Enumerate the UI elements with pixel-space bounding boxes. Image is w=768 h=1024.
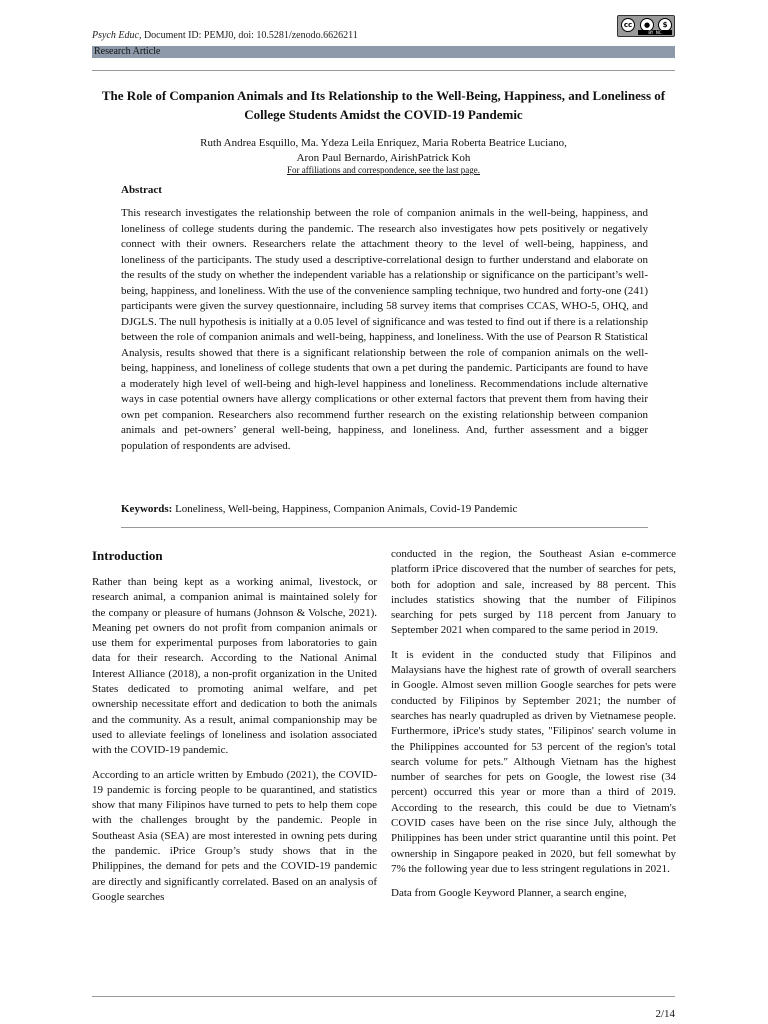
paragraph: conducted in the region, the Southeast Asian e-commerce platform iPrice discovered that the number of searches for pets, both for adoption and sale, increased by 88 percent. This includes statistics showing that the number of Filipinos searching for pets surged by 118 percent from January to September 2021 when compared to the same period in 2019. [391, 548, 676, 637]
authors-line-1: Ruth Andrea Esquillo, Ma. Ydeza Leila Enriquez, Maria Roberta Beatrice Luciano, [200, 137, 567, 149]
running-header [92, 30, 358, 41]
right-column [391, 547, 676, 911]
paper-title: The Role of Companion Animals and Its Relationship to the Well-Being, Happiness, and Loneliness of College Students Amidst the COVID-19 Pandemic [101, 88, 666, 122]
authors-line-2: Aron Paul Bernardo, AirishPatrick Koh [296, 152, 471, 164]
keywords [121, 502, 648, 517]
license-strip: BY NC [638, 30, 672, 35]
nc-dollar-icon: $ [658, 18, 672, 32]
keywords-list: Loneliness, Well-being, Happiness, Companion Animals, Covid-19 Pandemic [172, 503, 518, 515]
cc-by-nc-icon [617, 15, 675, 37]
paragraph: Rather than being kept as a working animal, livestock, or research animal, a companion animal is maintained solely for the company or pleasure of humans (Johnson & Volsche, 2021). Meaning pet owners do not profit from companion animals or use them for experimental purposes from laboratories to gain data for their research. According to the National Animal Interest Alliance (2018), a non-profit organization in the United States dedicated to promoting animal welfare, and pet ownership necessitate effort and dedication to both the animals and the community. As a result, animal companionship may be used to alleviate feelings of loneliness and isolation associated with the COVID-19 pandemic. [92, 576, 377, 757]
abstract-heading: Abstract [121, 184, 162, 196]
header-divider [92, 70, 675, 71]
paragraph: According to an article written by Embudo (2021), the COVID-19 pandemic is forcing people to be quarantined, and statistics show that many Filipinos have turned to pets to help them cope with the challenges brought by the pandemic. People in Southeast Asia (SEA) are most interested in owning pets during the pandemic. iPrice Group’s study shows that in the Philippines, the demand for pets and the COVID-19 pandemic are directly and significantly correlated. Based on an analysis of Google searches [92, 768, 377, 903]
document-info: , Document ID: PEMJ0, doi: 10.5281/zenodo.6626211 [138, 30, 358, 41]
journal-name: Psych Educ [92, 30, 139, 41]
by-person-icon: ● [640, 18, 654, 32]
abstract-divider [121, 527, 648, 528]
footer-divider [92, 996, 675, 997]
left-column [92, 575, 377, 914]
affiliation-note[interactable] [92, 165, 675, 176]
section-bar [92, 46, 675, 58]
page-number: 2/14 [655, 1008, 675, 1020]
author-list [92, 136, 675, 166]
abstract-text: This research investigates the relationship between the role of companion animals in the well-being, happiness, and loneliness of college students during the pandemic. The research also investigates how pets positively or negatively connect with their owners. Researchers relate the attachment theory to the level of well-being, happiness, and loneliness of the participants. The study used a descriptive-correlational design to further understand and elaborate on the results of the study on whether the independent variable has a relationship or significance on the participant’s well-being, happiness, and loneliness. With the use of the convenience sampling technique, two hundred and forty-one (241) participants were given the survey questionnaire, including 58 survey items that comprises CCAS, WHO-5, OHQ, and DJGLS. The null hypothesis is initially at a 0.05 level of significance and was tested to find out if there is a relationship between the role of companion animals and well-being, happiness, and loneliness. With the use of Pearson R Statistical Analysis, results showed that there is a significant relationship between the role of companion animals on the well-being, happiness, and loneliness of college students that own a pet during the pandemic. Participants are found to have a moderately high level of well-being and high-level happiness and loneliness. Recommendations include alternative ways in case potential owners have allergy complications or other external factors that prevent them from having their own pet companion. Researchers also recommend further research on the existing relationship between companion animals and pet-owners’ general well-being, happiness, and loneliness. And, further assessment and a bigger population of respondents are advised. [121, 207, 648, 452]
paragraph: Data from Google Keyword Planner, a search engine, [391, 887, 627, 900]
paragraph: It is evident in the conducted study that Filipinos and Malaysians have the highest rate of growth of overall searchers in Google. Almost seven million Google searches for pets were conducted by Filipinos by September 2021; the number of searches has nearly quadrupled as driven by Vietnamese people. Furthermore, iPrice's study states, "Filipinos' search volume in the Philippines accounted for 53 percent of the region's total search volume for pets." Although Vietnam has the highest number of searches for pets on Google, the lowest rise (34 percent) occurred this year or more than a third of 2019. According to the research, this could be due to Vietnam's COVID cases have been on the rise since July, although the Philippines has been under strict quarantine until this point. Pet ownership in Singapore peaked in 2020, but fell somewhat by 7% the following year due to less stringent regulations in 2021. [391, 648, 676, 875]
section-label: Research Article [94, 46, 161, 57]
cc-icon: cc [621, 18, 635, 32]
affiliation-link[interactable]: For affiliations and correspondence, see the last page. [286, 165, 481, 175]
introduction-heading: Introduction [92, 548, 163, 563]
keywords-label: Keywords: [121, 503, 173, 515]
